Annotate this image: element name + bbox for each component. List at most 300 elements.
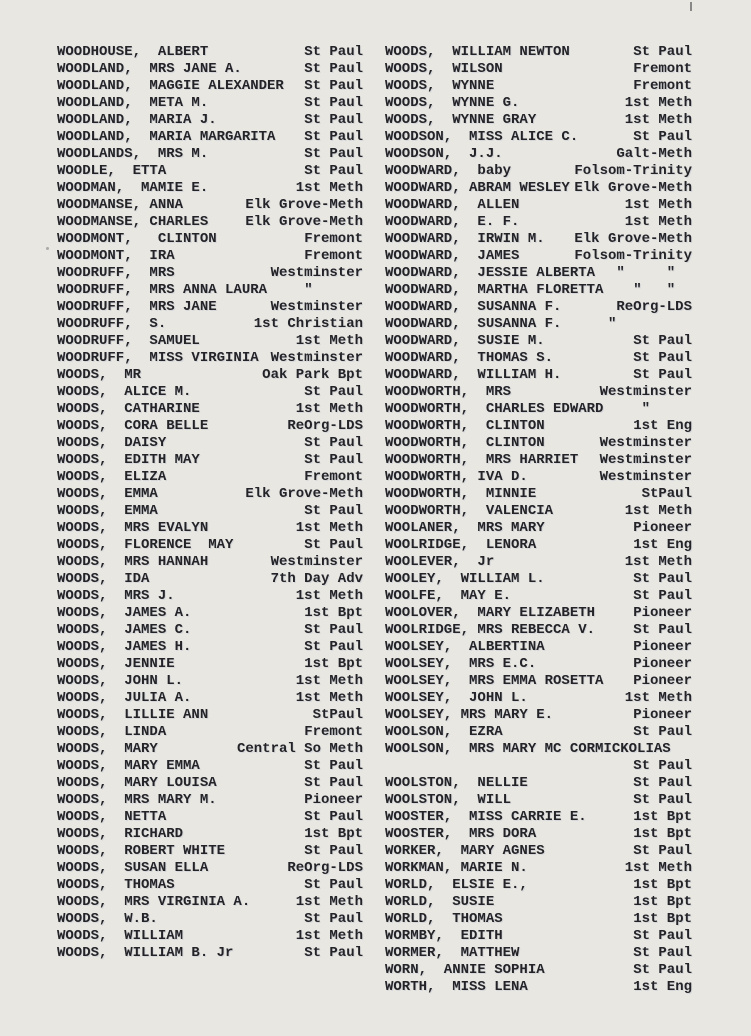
person-name: WOODWORTH, VALENCIA [385,503,554,519]
directory-row [385,112,692,129]
directory-row [57,877,363,894]
church-name: 1st Meth [295,520,363,536]
directory-row [385,860,692,877]
directory-row [385,690,692,707]
directory-row [57,843,363,860]
directory-row [57,231,363,248]
person-name: WOODWORTH, MRS [385,384,512,400]
person-name: WOODWORTH, MRS HARRIET [385,452,579,468]
person-name: WOOLANER, MRS MARY [385,520,545,536]
directory-row [385,129,692,146]
church-name: Elk Grove-Meth [245,214,363,230]
church-name: St Paul [304,61,363,77]
church-name: " [641,401,692,417]
directory-row [57,78,363,95]
directory-row [57,656,363,673]
person-name: WOODWARD, E. F. [385,214,520,230]
church-name: St Paul [633,775,692,791]
church-name: St Paul [633,843,692,859]
church-name: St Paul [304,639,363,655]
person-name: WORLD, ELSIE E., [385,877,528,893]
person-name: WOODS, MR [57,367,142,383]
directory-row [57,435,363,452]
person-name: WOOLSEY, MRS MARY E. [385,707,554,723]
directory-row [57,775,363,792]
person-name: WOODSON, J.J. [385,146,503,162]
directory-row [385,809,692,826]
church-name: Westminster [599,469,692,485]
church-name: St Paul [304,622,363,638]
church-name: 1st Meth [624,690,692,706]
person-name: WOODWARD, THOMAS S. [385,350,554,366]
church-name: St Paul [633,350,692,366]
directory-row [385,554,692,571]
church-name: Pioneer [633,673,692,689]
church-name: Westminster [270,299,363,315]
person-name: WOODWARD, WILLIAM H. [385,367,562,383]
directory-row [385,265,692,282]
directory-row [57,486,363,503]
directory-row [57,129,363,146]
person-name: WOODS, JOHN L. [57,673,184,689]
church-name: 1st Bpt [304,605,363,621]
directory-row [385,503,692,520]
person-name: WOODS, CORA BELLE [57,418,209,434]
directory-row [57,350,363,367]
church-name: St Paul [304,384,363,400]
directory-row [385,741,692,758]
directory-row [57,367,363,384]
directory-row [57,214,363,231]
person-name: WOODRUFF, MRS JANE [57,299,217,315]
church-name: St Paul [304,95,363,111]
directory-row [57,520,363,537]
church-name: St Paul [304,435,363,451]
person-name: WOOLEVER, Jr [385,554,495,570]
church-name: St Paul [304,758,363,774]
church-name: St Paul [633,333,692,349]
directory-row [385,673,692,690]
church-name: ReOrg-LDS [616,299,692,315]
church-name: Westminster [270,554,363,570]
directory-row [385,622,692,639]
person-name: WOODS, WILLIAM B. Jr [57,945,234,961]
church-name: Elk Grove-Meth [245,197,363,213]
directory-row [385,945,692,962]
church-name: Westminster [599,384,692,400]
directory-row [57,605,363,622]
directory-row [385,248,692,265]
person-name: WOODS, THOMAS [57,877,175,893]
directory-row [385,401,692,418]
directory-row [57,860,363,877]
person-name: WOOLSEY, ALBERTINA [385,639,545,655]
church-name: " " [633,282,692,298]
person-name: WOODS, WYNNE G. [385,95,520,111]
directory-row [385,452,692,469]
person-name: WOOLSEY, MRS EMMA ROSETTA [385,673,604,689]
church-name: 1st Meth [295,401,363,417]
person-name: WORMBY, EDITH [385,928,503,944]
church-name: St Paul [304,44,363,60]
church-name: " [304,282,363,298]
person-name: WORKMAN, MARIE N. [385,860,528,876]
church-name: 1st Meth [624,214,692,230]
church-name: 1st Meth [295,894,363,910]
person-name: WOODS, LINDA [57,724,167,740]
directory-row [57,622,363,639]
person-name: WOODS, WILSON [385,61,503,77]
directory-row [385,180,692,197]
person-name: WOODS, W.B. [57,911,158,927]
directory-row [57,44,363,61]
person-name: WOODMAN, MAMIE E. [57,180,209,196]
church-name: Fremont [304,724,363,740]
directory-row [385,214,692,231]
directory-row [57,724,363,741]
church-name: 1st Meth [295,180,363,196]
person-name: WOODLAND, META M. [57,95,209,111]
person-name: WOODS, MRS J. [57,588,175,604]
person-name: WOODRUFF, S. [57,316,167,332]
person-name: WOODLAND, MARIA J. [57,112,217,128]
person-name: WOOLSON, EZRA [385,724,503,740]
person-name: WOODS, WILLIAM NEWTON [385,44,570,60]
person-name: WOODS, MRS HANNAH [57,554,209,570]
person-name: WOODS, CATHARINE [57,401,200,417]
directory-row [385,843,692,860]
church-name: St Paul [304,775,363,791]
directory-row [57,537,363,554]
directory-row [385,95,692,112]
church-name: 7th Day Adv [270,571,363,587]
person-name: WOOLEY, WILLIAM L. [385,571,545,587]
directory-row [385,163,692,180]
church-name: 1st Meth [295,333,363,349]
directory-row [385,418,692,435]
person-name: WOODRUFF, MRS [57,265,175,281]
church-name: St Paul [304,809,363,825]
directory-row [57,911,363,928]
person-name: WOODWORTH, CLINTON [385,418,545,434]
directory-row [385,724,692,741]
person-name: WOODS, JULIA A. [57,690,192,706]
person-name: WOODS, JAMES A. [57,605,192,621]
person-name: WORKER, MARY AGNES [385,843,545,859]
directory-row [385,44,692,61]
church-name: Fremont [633,61,692,77]
name-column-left [57,44,363,962]
church-name: St Paul [633,129,692,145]
directory-row [385,61,692,78]
church-name: St Paul [304,452,363,468]
person-name: WOOSTER, MISS CARRIE E. [385,809,587,825]
person-name: WOODS, EMMA [57,503,158,519]
directory-row [385,775,692,792]
church-name: Pioneer [633,605,692,621]
church-name: Elk Grove-Meth [574,180,692,196]
church-name: 1st Meth [624,503,692,519]
directory-row [57,197,363,214]
directory-row [57,571,363,588]
directory-row [57,826,363,843]
directory-row [385,299,692,316]
person-name: WOODS, ALICE M. [57,384,192,400]
person-name: WOODRUFF, MISS VIRGINIA [57,350,259,366]
directory-row [385,537,692,554]
directory-row [385,979,692,996]
directory-row [57,554,363,571]
church-name: St Paul [633,928,692,944]
directory-row [57,707,363,724]
person-name: WORLD, THOMAS [385,911,503,927]
person-name: WOODS, ROBERT WHITE [57,843,226,859]
directory-row [385,605,692,622]
person-name: WOODWARD, MARTHA FLORETTA [385,282,604,298]
directory-row [57,316,363,333]
directory-row [57,418,363,435]
person-name: WOOLRIDGE, LENORA [385,537,537,553]
person-name: WOODS, JENNIE [57,656,175,672]
church-name: StPaul [312,707,363,723]
directory-row [385,911,692,928]
person-name: WOOLOVER, MARY ELIZABETH [385,605,596,621]
person-name: WOODRUFF, SAMUEL [57,333,200,349]
church-name: " [607,316,692,332]
church-name: Folsom-Trinity [574,163,692,179]
church-name: 1st Bpt [633,894,692,910]
directory-row [57,265,363,282]
person-name: WOODWORTH, CLINTON [385,435,545,451]
directory-row [385,571,692,588]
church-name: St Paul [304,911,363,927]
church-name: 1st Meth [295,690,363,706]
person-name: WOODWARD, SUSIE M. [385,333,545,349]
person-name: WOODS, MRS MARY M. [57,792,217,808]
church-name: St Paul [633,758,692,774]
church-name: Central So Meth [236,741,363,757]
directory-row [57,95,363,112]
person-name: WOODWARD, ALLEN [385,197,520,213]
person-name: WOODS, DAISY [57,435,167,451]
person-name: WOODWARD, IRWIN M. [385,231,545,247]
church-name: 1st Bpt [304,826,363,842]
church-name: St Paul [633,622,692,638]
person-name: WORTH, MISS LENA [385,979,528,995]
church-name: ReOrg-LDS [287,860,363,876]
church-name: 1st Meth [624,554,692,570]
person-name: WOODWARD, JESSIE ALBERTA [385,265,596,281]
church-name: Oak Park Bpt [262,367,363,383]
directory-row [385,639,692,656]
church-name: St Paul [633,792,692,808]
directory-row [57,333,363,350]
church-name: St Paul [633,962,692,978]
person-name: WOODWARD, SUSANNA F. [385,299,562,315]
directory-row [385,826,692,843]
church-name: 1st Bpt [633,877,692,893]
person-name: WOOLSEY, MRS E.C. [385,656,537,672]
person-name: WOODS, EMMA [57,486,158,502]
church-name: St Paul [633,945,692,961]
directory-row [57,503,363,520]
directory-row [385,231,692,248]
church-name: ReOrg-LDS [287,418,363,434]
person-name: WOODS, WYNNE GRAY [385,112,537,128]
person-name: WOOLSTON, NELLIE [385,775,528,791]
church-name: St Paul [633,367,692,383]
person-name: WOODS, MRS VIRGINIA A. [57,894,251,910]
church-name: 1st Meth [624,197,692,213]
church-name: 1st Meth [295,928,363,944]
person-name: WOODS, MARY LOUISA [57,775,217,791]
person-name: WOODWARD, baby [385,163,512,179]
church-name: Galt-Meth [616,146,692,162]
church-name: 1st Meth [624,860,692,876]
directory-row [57,588,363,605]
church-name: StPaul [641,486,692,502]
person-name: WOODHOUSE, ALBERT [57,44,209,60]
church-name: 1st Eng [633,418,692,434]
church-name: St Paul [304,503,363,519]
person-name: WOODLAND, MAGGIE ALEXANDER [57,78,284,94]
directory-row [57,469,363,486]
person-name: WOODMANSE, ANNA [57,197,184,213]
directory-row [57,809,363,826]
person-name: WOODS, FLORENCE MAY [57,537,234,553]
person-name: WORMER, MATTHEW [385,945,520,961]
directory-row [385,435,692,452]
directory-row [385,146,692,163]
church-name: Westminster [599,452,692,468]
directory-row [385,78,692,95]
directory-row [385,894,692,911]
scan-speck [46,247,49,250]
person-name: WOODWORTH, IVA D. [385,469,528,485]
church-name: St Paul [304,877,363,893]
person-name: WOODWARD, JAMES [385,248,520,264]
directory-row [385,197,692,214]
directory-row [57,758,363,775]
church-name: St Paul [304,163,363,179]
person-name: WOODS, IDA [57,571,150,587]
church-name: Fremont [304,248,363,264]
directory-row [385,316,692,333]
directory-row [57,792,363,809]
church-name: St Paul [304,78,363,94]
directory-row [385,962,692,979]
person-name: WOODMANSE, CHARLES [57,214,209,230]
directory-row [385,384,692,401]
church-name: 1st Bpt [304,656,363,672]
person-name: WOODS, MARY EMMA [57,758,200,774]
person-name: WOODRUFF, MRS ANNA LAURA [57,282,268,298]
person-name: WOODWORTH, MINNIE [385,486,537,502]
directory-row [57,282,363,299]
directory-row [57,299,363,316]
church-name: Pioneer [633,707,692,723]
directory-row [57,945,363,962]
directory-row [385,707,692,724]
directory-row [57,401,363,418]
person-name: WOODWARD, ABRAM WESLEY [385,180,570,196]
directory-row [57,894,363,911]
person-name: WOOLRIDGE, MRS REBECCA V. [385,622,596,638]
directory-row [57,690,363,707]
church-name: 1st Bpt [633,911,692,927]
directory-row [57,928,363,945]
church-name: St Paul [304,945,363,961]
church-name: 1st Bpt [633,809,692,825]
church-name: 1st Eng [633,979,692,995]
person-name: WOOLFE, MAY E. [385,588,512,604]
person-name: WOODLANDS, MRS M. [57,146,209,162]
church-name: St Paul [304,537,363,553]
person-name: WOODLAND, MARIA MARGARITA [57,129,276,145]
church-name: Westminster [270,265,363,281]
directory-row [385,282,692,299]
person-name: WOODS, MRS EVALYN [57,520,209,536]
person-name: WOODMONT, CLINTON [57,231,217,247]
church-name: St Paul [304,146,363,162]
directory-row [57,384,363,401]
person-name: WOODWARD, SUSANNA F. [385,316,562,332]
church-name: Fremont [304,469,363,485]
directory-row [385,758,692,775]
person-name: WOODS, JAMES C. [57,622,192,638]
church-name: 1st Meth [624,95,692,111]
name-column-right [385,44,692,996]
church-name: Pioneer [633,520,692,536]
scan-speck [690,2,692,11]
person-name: WOODLE, ETTA [57,163,167,179]
directory-row [57,452,363,469]
directory-row [57,248,363,265]
person-name: WOODS, WYNNE [385,78,495,94]
church-name: St Paul [633,571,692,587]
person-name: WORLD, SUSIE [385,894,495,910]
church-name: 1st Meth [624,112,692,128]
person-name: WOODS, EDITH MAY [57,452,200,468]
church-name: St Paul [633,588,692,604]
church-name: Folsom-Trinity [574,248,692,264]
church-name: 1st Meth [295,588,363,604]
directory-row [385,333,692,350]
person-name: WOODMONT, IRA [57,248,175,264]
directory-row [57,673,363,690]
directory-row [385,928,692,945]
person-name: WOODSON, MISS ALICE C. [385,129,579,145]
person-name: WOOLSEY, JOHN L. [385,690,528,706]
directory-row [385,350,692,367]
directory-row [385,656,692,673]
church-name: Fremont [304,231,363,247]
church-name: 1st Meth [295,673,363,689]
church-name: St Paul [304,843,363,859]
church-name: Pioneer [633,656,692,672]
person-name: WOODS, MARY [57,741,158,757]
person-name: WOODS, JAMES H. [57,639,192,655]
church-name: St Paul [304,129,363,145]
directory-row [385,588,692,605]
directory-row [57,146,363,163]
person-name: WOODS, NETTA [57,809,167,825]
person-name: WOODS, RICHARD [57,826,184,842]
person-name: WOODS, LILLIE ANN [57,707,209,723]
church-name: Pioneer [633,639,692,655]
church-name: 1st Eng [633,537,692,553]
directory-row [57,112,363,129]
